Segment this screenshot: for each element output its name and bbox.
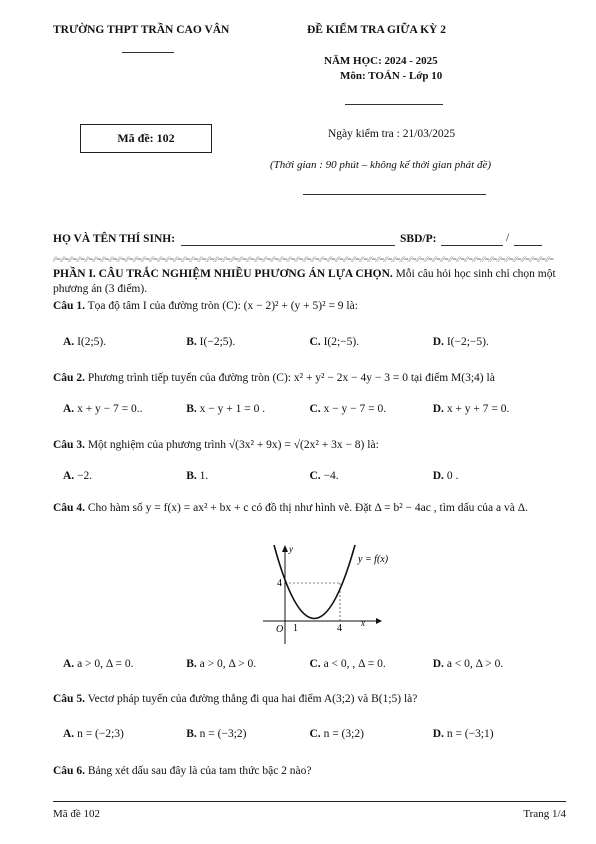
option-d[interactable]: D. n = (−3;1) <box>432 728 494 740</box>
question-text: Cho hàm số y = f(x) = ax² + bx + c có đồ thị như hình vẽ. Đặt Δ = b² − 4ac , tìm dấu của a và Δ. <box>87 502 529 514</box>
room-field[interactable] <box>514 245 542 246</box>
question-5 <box>53 692 558 707</box>
question-label: Câu 3. <box>53 439 85 451</box>
subject-underline <box>345 104 443 105</box>
sbd-label: SBD/P: <box>400 233 437 245</box>
footer-divider <box>53 801 566 802</box>
date-underline <box>303 194 486 195</box>
question-1 <box>53 299 558 314</box>
question-6 <box>53 764 558 779</box>
origin-label: O <box>276 624 284 635</box>
option-a[interactable]: A. −2. <box>63 470 93 482</box>
dashed-separator: ⁄⁄=⁄⁄=⁄⁄=⁄⁄=⁄⁄=⁄⁄=⁄⁄=⁄⁄=⁄⁄=⁄⁄=⁄⁄=⁄⁄=⁄⁄=⁄⁄=⁄⁄=⁄⁄=⁄⁄=⁄⁄=⁄⁄=⁄⁄=⁄⁄=⁄⁄=⁄⁄=⁄⁄=⁄⁄=⁄⁄=⁄⁄=⁄⁄=⁄⁄=⁄⁄=⁄⁄=⁄⁄=⁄⁄=⁄⁄=⁄⁄=⁄⁄=⁄⁄=⁄⁄=⁄⁄=⁄⁄=⁄⁄=⁄⁄=⁄⁄=⁄⁄=⁄⁄=⁄⁄=⁄⁄=⁄⁄=⁄⁄=⁄⁄=⁄⁄=⁄⁄=⁄⁄=⁄⁄=⁄⁄=⁄⁄=⁄⁄=⁄⁄=⁄⁄=⁄⁄=⁄⁄=⁄⁄= <box>53 256 555 263</box>
option-b[interactable]: B. x − y + 1 = 0 . <box>186 403 266 415</box>
question-2 <box>53 371 558 386</box>
section-desc: Mỗi câu hỏi học sinh chỉ chọn một phương án (3 điểm). <box>53 268 556 295</box>
school-underline <box>122 52 174 53</box>
option-c[interactable]: C. x − y − 7 = 0. <box>309 403 387 415</box>
school-name: TRƯỜNG THPT TRẦN CAO VÂN <box>53 24 230 36</box>
parabola-graph <box>258 540 388 648</box>
student-name-label: HỌ VÀ TÊN THÍ SINH: <box>53 233 176 245</box>
x-axis-label: x <box>361 618 365 628</box>
option-d[interactable]: D. x + y + 7 = 0. <box>432 403 510 415</box>
y-axis-arrow <box>282 545 288 552</box>
question-label: Câu 1. <box>53 300 85 312</box>
question-label: Câu 6. <box>53 765 85 777</box>
question-3 <box>53 438 558 453</box>
question-text: Phương trình tiếp tuyến của đường tròn (C): x² + y² − 2x − 4y − 3 = 0 tại điểm M(3;4) là <box>87 372 495 384</box>
question-4 <box>53 501 558 516</box>
tick-1-label: 1 <box>293 623 298 634</box>
footer-exam-code: Mã đề 102 <box>53 808 101 820</box>
exam-code-box: Mã đề: 102 <box>80 124 212 153</box>
option-b[interactable]: B. a > 0, Δ > 0. <box>186 658 257 670</box>
x-axis-arrow <box>376 618 382 624</box>
tick-4x-label: 4 <box>337 623 342 634</box>
sbd-separator: / <box>506 232 510 244</box>
footer-page-number: Trang 1/4 <box>523 808 566 820</box>
option-a[interactable]: A. a > 0, Δ = 0. <box>63 658 134 670</box>
exam-title: ĐỀ KIỂM TRA GIỮA KỲ 2 <box>307 24 446 36</box>
question-text: Bảng xét dấu sau đây là của tam thức bậc 2 nào? <box>87 765 312 777</box>
option-b[interactable]: B. 1. <box>186 470 209 482</box>
option-a[interactable]: A. n = (−2;3) <box>63 728 124 740</box>
question-1-options <box>63 336 556 348</box>
curve-label: y = f(x) <box>358 554 388 565</box>
question-5-options <box>63 728 556 740</box>
option-b[interactable]: B. n = (−3;2) <box>186 728 247 740</box>
school-year: NĂM HỌC: 2024 - 2025 <box>324 55 438 67</box>
question-label: Câu 2. <box>53 372 85 384</box>
question-3-options <box>63 470 556 482</box>
option-c[interactable]: C. n = (3;2) <box>309 728 364 740</box>
time-note: (Thời gian : 90 phút – không kể thời gian phát đề) <box>270 159 492 171</box>
option-a[interactable]: A. x + y − 7 = 0.. <box>63 403 143 415</box>
exam-date: Ngày kiểm tra : 21/03/2025 <box>328 128 456 140</box>
option-d[interactable]: D. a < 0, Δ > 0. <box>432 658 504 670</box>
subject: Môn: TOÁN - Lớp 10 <box>340 70 443 82</box>
question-text: Tọa độ tâm I của đường tròn (C): (x − 2)² + (y + 5)² = 9 là: <box>87 300 358 312</box>
question-4-options <box>63 658 556 670</box>
section-heading <box>53 267 558 297</box>
option-a[interactable]: A. I(2;5). <box>63 336 107 348</box>
section-title: PHẦN I. CÂU TRẮC NGHIỆM NHIỀU PHƯƠNG ÁN LỰA CHỌN. <box>53 268 393 280</box>
question-2-options <box>63 403 556 415</box>
option-d[interactable]: D. 0 . <box>432 470 459 482</box>
student-name-field[interactable] <box>181 245 395 246</box>
question-label: Câu 5. <box>53 693 85 705</box>
y-axis-label: y <box>289 544 293 554</box>
option-c[interactable]: C. −4. <box>309 470 339 482</box>
question-text: Một nghiệm của phương trình √(3x² + 9x) = √(2x² + 3x − 8) là: <box>87 439 379 451</box>
question-label: Câu 4. <box>53 502 85 514</box>
option-c[interactable]: C. a < 0, , Δ = 0. <box>309 658 386 670</box>
sbd-field[interactable] <box>441 245 503 246</box>
option-d[interactable]: D. I(−2;−5). <box>432 336 489 348</box>
option-b[interactable]: B. I(−2;5). <box>186 336 236 348</box>
question-text: Vectơ pháp tuyến của đường thẳng đi qua hai điểm A(3;2) và B(1;5) là? <box>87 693 418 705</box>
parabola-curve <box>274 545 355 619</box>
option-c[interactable]: C. I(2;−5). <box>309 336 360 348</box>
tick-4y-label: 4 <box>277 578 282 589</box>
